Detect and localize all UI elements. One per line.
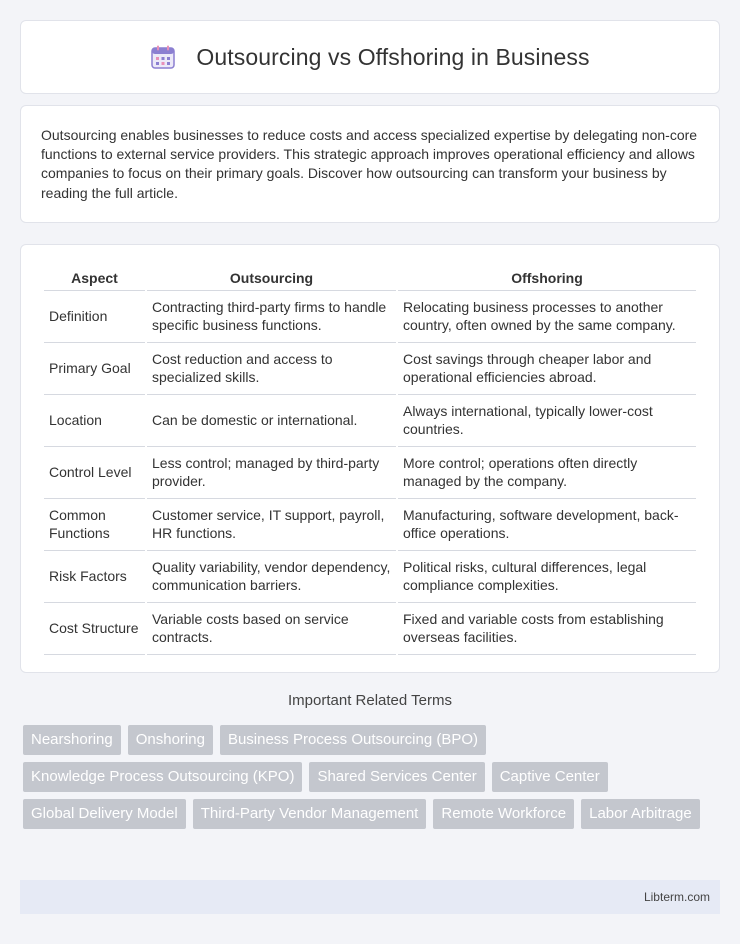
related-term-tag[interactable]: Knowledge Process Outsourcing (KPO) <box>23 762 302 792</box>
related-term-tag[interactable]: Business Process Outsourcing (BPO) <box>220 725 486 755</box>
cell-outsourcing: Quality variability, vendor dependency, communication barriers. <box>147 551 396 603</box>
cell-aspect: Primary Goal <box>44 343 145 395</box>
related-term-tag[interactable]: Remote Workforce <box>433 799 574 829</box>
related-terms-heading: Important Related Terms <box>288 692 452 709</box>
cell-outsourcing: Less control; managed by third-party provider. <box>147 447 396 499</box>
header-aspect: Aspect <box>44 265 145 291</box>
related-term-tag[interactable]: Third-Party Vendor Management <box>193 799 427 829</box>
comparison-table-card <box>20 244 720 673</box>
cell-aspect: Control Level <box>44 447 145 499</box>
cell-offshoring: Fixed and variable costs from establishing overseas facilities. <box>398 603 696 655</box>
cell-offshoring: Always international, typically lower-cost countries. <box>398 395 696 447</box>
related-terms-list <box>23 725 723 836</box>
table-row <box>44 291 696 343</box>
intro-paragraph: Outsourcing enables businesses to reduce costs and access specialized expertise by delegating non-core functions to external service providers. This strategic approach improves operational efficiency and allows companies to focus on their primary goals. Discover how outsourcing can transform your business by reading the full article. <box>41 127 698 201</box>
cell-offshoring: More control; operations often directly managed by the company. <box>398 447 696 499</box>
footer-site-link[interactable]: Libterm.com <box>643 890 710 904</box>
cell-offshoring: Manufacturing, software development, back-office operations. <box>398 499 696 551</box>
table-row <box>44 343 696 395</box>
cell-outsourcing: Customer service, IT support, payroll, HR functions. <box>147 499 396 551</box>
related-term-tag[interactable]: Onshoring <box>128 725 213 755</box>
cell-offshoring: Relocating business processes to another country, often owned by the same company. <box>398 291 696 343</box>
related-term-tag[interactable]: Global Delivery Model <box>23 799 186 829</box>
related-term-tag[interactable]: Captive Center <box>492 762 608 792</box>
table-header-row <box>44 265 696 291</box>
related-term-tag[interactable]: Shared Services Center <box>309 762 484 792</box>
cell-outsourcing: Variable costs based on service contracts. <box>147 603 396 655</box>
calendar-icon <box>150 44 176 70</box>
cell-aspect: Definition <box>44 291 145 343</box>
related-term-tag[interactable]: Nearshoring <box>23 725 121 755</box>
table-row <box>44 447 696 499</box>
cell-offshoring: Political risks, cultural differences, legal compliance complexities. <box>398 551 696 603</box>
table-row <box>44 499 696 551</box>
title-card <box>20 20 720 94</box>
intro-card <box>20 105 720 223</box>
cell-outsourcing: Can be domestic or international. <box>147 395 396 447</box>
table-row <box>44 395 696 447</box>
related-term-tag[interactable]: Labor Arbitrage <box>581 799 700 829</box>
table-row <box>44 551 696 603</box>
cell-aspect: Location <box>44 395 145 447</box>
comparison-table <box>42 265 698 655</box>
table-row <box>44 603 696 655</box>
header-outsourcing: Outsourcing <box>147 265 396 291</box>
cell-aspect: Risk Factors <box>44 551 145 603</box>
header-offshoring: Offshoring <box>398 265 696 291</box>
cell-outsourcing: Cost reduction and access to specialized skills. <box>147 343 396 395</box>
cell-outsourcing: Contracting third-party firms to handle specific business functions. <box>147 291 396 343</box>
footer <box>20 880 720 914</box>
cell-aspect: Cost Structure <box>44 603 145 655</box>
page-title: Outsourcing vs Offshoring in Business <box>196 43 590 70</box>
cell-offshoring: Cost savings through cheaper labor and operational efficiencies abroad. <box>398 343 696 395</box>
cell-aspect: Common Functions <box>44 499 145 551</box>
